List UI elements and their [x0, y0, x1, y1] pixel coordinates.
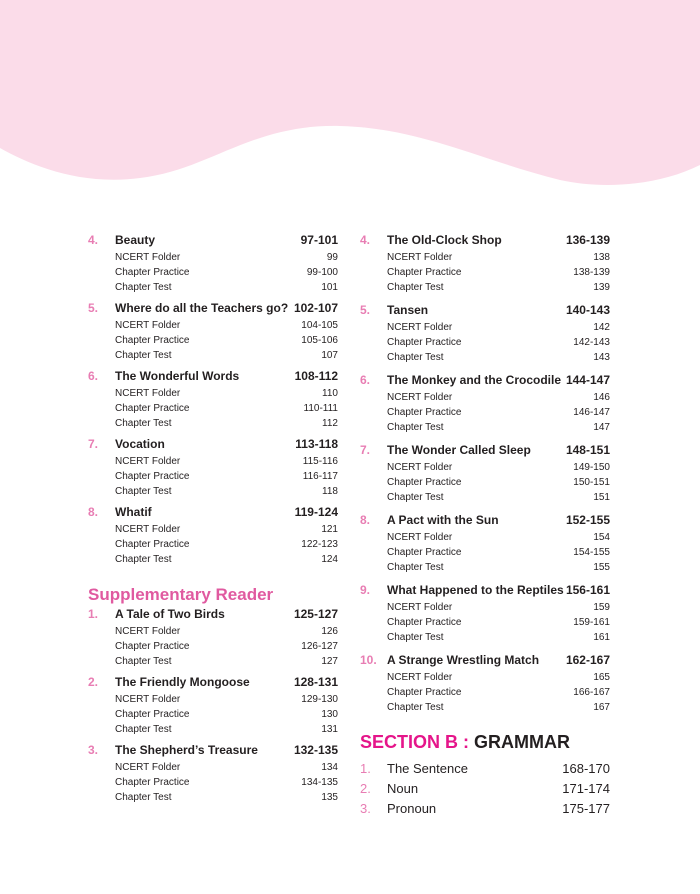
chapter-title: The Wonderful Words	[115, 369, 240, 383]
chapter-heading	[88, 607, 338, 624]
chapter-entry	[360, 513, 610, 575]
sub-item-label: Chapter Test	[115, 554, 172, 565]
chapter-pages: 152-155	[565, 513, 610, 527]
chapter-pages: 102-107	[293, 301, 338, 315]
chapter-entry	[360, 443, 610, 505]
sub-item-label: Chapter Test	[387, 562, 444, 573]
chapter-heading	[88, 437, 338, 454]
chapter-sub-item	[88, 348, 338, 363]
chapter-sub-item	[88, 454, 338, 469]
sub-item-pages: 105-106	[301, 335, 338, 346]
chapter-title: The Old-Clock Shop	[387, 233, 502, 247]
chapter-sub-item	[88, 552, 338, 567]
chapter-heading	[88, 233, 338, 250]
chapter-title: A Tale of Two Birds	[115, 607, 225, 621]
chapter-number: 9.	[360, 583, 371, 597]
sub-item-label: Chapter Practice	[387, 337, 462, 348]
chapter-heading	[360, 233, 610, 250]
chapter-entry	[360, 303, 610, 365]
supplementary-heading: Supplementary Reader	[88, 585, 274, 604]
sub-item-label: Chapter Test	[115, 724, 172, 735]
chapter-pages: 128-131	[293, 675, 338, 689]
sub-item-pages: 130	[321, 709, 338, 720]
chapter-heading	[360, 583, 610, 600]
chapter-title: The Shepherd’s Treasure	[115, 743, 258, 757]
chapter-number: 7.	[360, 443, 371, 457]
right-column	[360, 233, 610, 818]
chapter-sub-item	[360, 685, 610, 700]
sub-item-pages: 110	[322, 388, 338, 399]
chapter-number: 4.	[88, 233, 99, 247]
chapter-pages: 156-161	[565, 583, 610, 597]
sub-item-pages: 159	[593, 602, 610, 613]
supplementary-chapter-list	[88, 607, 338, 805]
chapter-sub-item	[360, 615, 610, 630]
chapter-number: 5.	[360, 303, 371, 317]
chapter-entry	[88, 369, 338, 431]
sub-item-pages: 150-151	[573, 477, 610, 488]
sub-item-pages: 142	[593, 322, 610, 333]
sub-item-label: Chapter Test	[387, 632, 444, 643]
chapter-number: 4.	[360, 233, 371, 247]
chapter-sub-item	[88, 522, 338, 537]
chapter-sub-item	[360, 475, 610, 490]
chapter-number: 1.	[88, 607, 99, 621]
sub-item-label: NCERT Folder	[115, 320, 181, 331]
chapter-sub-item	[88, 639, 338, 654]
chapter-sub-item	[360, 460, 610, 475]
chapter-sub-item	[360, 670, 610, 685]
sub-item-label: Chapter Practice	[115, 709, 190, 720]
sub-item-label: Chapter Practice	[115, 539, 190, 550]
sub-item-label: Chapter Test	[387, 352, 444, 363]
chapter-heading	[88, 505, 338, 522]
sub-item-label: NCERT Folder	[387, 322, 453, 333]
chapter-title: Whatif	[115, 505, 152, 519]
sub-item-pages: 165	[593, 672, 610, 683]
sub-item-label: NCERT Folder	[115, 388, 181, 399]
sub-item-label: Chapter Practice	[387, 687, 462, 698]
sub-item-pages: 143	[593, 352, 610, 363]
chapter-heading	[360, 373, 610, 390]
chapter-entry	[360, 373, 610, 435]
chapter-sub-item	[88, 333, 338, 348]
section-b-label: SECTION B :	[360, 732, 475, 752]
sub-item-pages: 155	[593, 562, 610, 573]
sub-item-pages: 142-143	[573, 337, 610, 348]
sub-item-pages: 115-116	[302, 456, 338, 467]
sub-item-label: Chapter Practice	[387, 407, 462, 418]
chapter-title: The Friendly Mongoose	[115, 675, 250, 689]
sub-item-pages: 121	[321, 524, 338, 535]
sub-item-label: Chapter Test	[115, 486, 172, 497]
chapter-pages: 140-143	[565, 303, 610, 317]
chapter-sub-item	[88, 654, 338, 669]
chapter-number: 8.	[88, 505, 99, 519]
sub-item-pages: 126-127	[301, 641, 338, 652]
chapter-sub-item	[88, 707, 338, 722]
sub-item-pages: 129-130	[301, 694, 338, 705]
sub-item-label: NCERT Folder	[387, 462, 453, 473]
sub-item-label: Chapter Test	[387, 422, 444, 433]
sub-item-pages: 167	[593, 702, 610, 713]
sub-item-pages: 139	[593, 282, 610, 293]
chapter-sub-item	[360, 390, 610, 405]
supplementary-block	[88, 585, 338, 805]
sub-item-label: NCERT Folder	[387, 532, 453, 543]
sub-item-label: Chapter Practice	[387, 617, 462, 628]
chapter-sub-item	[88, 624, 338, 639]
sub-item-label: Chapter Practice	[387, 267, 462, 278]
sub-item-pages: 159-161	[573, 617, 610, 628]
chapter-sub-item	[88, 250, 338, 265]
sub-item-label: NCERT Folder	[387, 392, 453, 403]
chapter-title: What Happened to the Reptiles	[387, 583, 564, 597]
chapter-title: Where do all the Teachers go?	[115, 301, 289, 315]
sub-item-pages: 151	[593, 492, 610, 503]
sub-item-pages: 135	[321, 792, 338, 803]
sub-item-pages: 147	[593, 422, 610, 433]
sub-item-label: Chapter Test	[387, 282, 444, 293]
sub-item-pages: 110-111	[303, 403, 338, 414]
sub-item-pages: 112	[322, 418, 338, 429]
chapter-sub-item	[88, 692, 338, 707]
grammar-item	[360, 778, 610, 798]
sub-item-pages: 124	[321, 554, 338, 565]
chapter-pages: 125-127	[293, 607, 338, 621]
left-column	[88, 233, 338, 805]
chapter-title: A Strange Wrestling Match	[387, 653, 540, 667]
sub-item-pages: 122-123	[301, 539, 338, 550]
sub-item-label: NCERT Folder	[115, 694, 181, 705]
chapter-number: 10.	[360, 653, 377, 667]
chapter-heading	[88, 369, 338, 386]
sub-item-label: Chapter Test	[387, 492, 444, 503]
chapter-heading	[360, 653, 610, 670]
chapter-number: 5.	[88, 301, 99, 315]
sub-item-pages: 134-135	[301, 777, 338, 788]
chapter-sub-item	[360, 420, 610, 435]
sub-item-label: Chapter Test	[115, 282, 172, 293]
sub-item-label: Chapter Test	[115, 350, 172, 361]
chapter-entry	[360, 653, 610, 715]
chapter-pages: 97-101	[300, 233, 338, 247]
grammar-item	[360, 798, 610, 818]
chapter-title: The Monkey and the Crocodile	[387, 373, 562, 387]
grammar-item-number: 1.	[360, 760, 371, 776]
sub-item-label: NCERT Folder	[115, 626, 181, 637]
chapter-heading	[88, 743, 338, 760]
sub-item-label: NCERT Folder	[115, 524, 181, 535]
chapter-pages: 108-112	[294, 369, 338, 383]
chapter-entry	[88, 743, 338, 805]
sub-item-pages: 138	[593, 252, 610, 263]
chapter-sub-item	[360, 530, 610, 545]
chapter-sub-item	[88, 416, 338, 431]
chapter-sub-item	[88, 386, 338, 401]
chapter-entry	[88, 301, 338, 363]
sub-item-label: Chapter Practice	[115, 641, 190, 652]
sub-item-pages: 149-150	[573, 462, 610, 473]
chapter-number: 2.	[88, 675, 99, 689]
sub-item-pages: 154	[593, 532, 610, 543]
chapter-pages: 148-151	[565, 443, 610, 457]
chapter-heading	[360, 443, 610, 460]
grammar-item	[360, 758, 610, 778]
chapter-entry	[88, 233, 338, 295]
grammar-item-title: Pronoun	[387, 800, 437, 816]
sub-item-pages: 104-105	[301, 320, 338, 331]
chapter-title: A Pact with the Sun	[387, 513, 499, 527]
sub-item-pages: 126	[321, 626, 338, 637]
chapter-sub-item	[360, 405, 610, 420]
sub-item-pages: 146	[593, 392, 610, 403]
chapter-number: 8.	[360, 513, 371, 527]
sub-item-label: Chapter Practice	[387, 547, 462, 558]
chapter-sub-item	[360, 700, 610, 715]
sub-item-pages: 138-139	[573, 267, 610, 278]
sub-item-label: NCERT Folder	[115, 762, 181, 773]
chapter-sub-item	[360, 600, 610, 615]
chapter-pages: 132-135	[293, 743, 338, 757]
chapter-entry	[360, 233, 610, 295]
chapter-pages: 144-147	[565, 373, 610, 387]
sub-item-label: Chapter Practice	[115, 403, 190, 414]
chapter-sub-item	[88, 722, 338, 737]
grammar-item-title: Noun	[387, 780, 419, 796]
left-chapter-list	[88, 233, 338, 567]
grammar-item-pages: 171-174	[562, 780, 610, 796]
grammar-item-pages: 175-177	[562, 800, 610, 816]
chapter-heading	[360, 513, 610, 530]
chapter-sub-item	[360, 250, 610, 265]
chapter-sub-item	[360, 490, 610, 505]
chapter-number: 3.	[88, 743, 99, 757]
sub-item-label: Chapter Test	[115, 418, 172, 429]
chapter-pages: 136-139	[565, 233, 610, 247]
chapter-title: Tansen	[387, 303, 429, 317]
chapter-sub-item	[88, 318, 338, 333]
grammar-item-title: The Sentence	[387, 760, 468, 776]
sub-item-label: Chapter Practice	[387, 477, 462, 488]
chapter-sub-item	[88, 760, 338, 775]
sub-item-label: Chapter Practice	[115, 267, 190, 278]
sub-item-pages: 107	[321, 350, 338, 361]
sub-item-pages: 118	[322, 486, 338, 497]
sub-item-pages: 166-167	[573, 687, 610, 698]
sub-item-label: NCERT Folder	[387, 602, 453, 613]
chapter-entry	[360, 583, 610, 645]
sub-item-label: NCERT Folder	[115, 456, 181, 467]
sub-item-pages: 99	[326, 252, 338, 263]
chapter-number: 6.	[360, 373, 371, 387]
header-wave	[0, 0, 700, 200]
chapter-sub-item	[88, 469, 338, 484]
sub-item-pages: 131	[321, 724, 338, 735]
sub-item-label: Chapter Practice	[115, 471, 190, 482]
sub-item-pages: 134	[321, 762, 338, 773]
sub-item-pages: 127	[321, 656, 338, 667]
grammar-label: GRAMMAR	[474, 732, 571, 752]
grammar-item-pages: 168-170	[562, 760, 610, 776]
grammar-block	[360, 732, 610, 818]
chapter-sub-item	[360, 545, 610, 560]
chapter-entry	[88, 505, 338, 567]
sub-item-label: NCERT Folder	[115, 252, 181, 263]
sub-item-pages: 101	[321, 282, 338, 293]
grammar-item-list	[360, 758, 610, 818]
chapter-entry	[88, 437, 338, 499]
sub-item-label: Chapter Practice	[115, 335, 190, 346]
chapter-sub-item	[360, 350, 610, 365]
chapter-sub-item	[360, 630, 610, 645]
chapter-entry	[88, 607, 338, 669]
chapter-pages: 113-118	[295, 437, 338, 451]
chapter-number: 6.	[88, 369, 99, 383]
chapter-sub-item	[88, 775, 338, 790]
sub-item-pages: 146-147	[573, 407, 610, 418]
right-chapter-list	[360, 233, 610, 715]
chapter-sub-item	[88, 537, 338, 552]
sub-item-label: Chapter Test	[115, 792, 172, 803]
sub-item-label: Chapter Test	[387, 702, 444, 713]
chapter-sub-item	[88, 484, 338, 499]
sub-item-pages: 99-100	[306, 267, 338, 278]
sub-item-pages: 154-155	[573, 547, 610, 558]
chapter-sub-item	[360, 280, 610, 295]
chapter-title: Beauty	[115, 233, 156, 247]
chapter-title: Vocation	[115, 437, 165, 451]
chapter-sub-item	[88, 401, 338, 416]
chapter-pages: 119-124	[294, 505, 338, 519]
chapter-heading	[88, 301, 338, 318]
sub-item-pages: 116-117	[302, 471, 338, 482]
grammar-item-number: 3.	[360, 800, 371, 816]
chapter-heading	[88, 675, 338, 692]
chapter-heading	[360, 303, 610, 320]
chapter-sub-item	[360, 265, 610, 280]
sub-item-label: NCERT Folder	[387, 252, 453, 263]
sub-item-label: NCERT Folder	[387, 672, 453, 683]
chapter-title: The Wonder Called Sleep	[387, 443, 531, 457]
chapter-sub-item	[360, 560, 610, 575]
chapter-sub-item	[88, 790, 338, 805]
grammar-item-number: 2.	[360, 780, 371, 796]
chapter-sub-item	[88, 280, 338, 295]
chapter-sub-item	[88, 265, 338, 280]
sub-item-label: Chapter Test	[115, 656, 172, 667]
grammar-section-heading	[360, 732, 610, 756]
sub-item-pages: 161	[593, 632, 610, 643]
chapter-sub-item	[360, 320, 610, 335]
chapter-entry	[88, 675, 338, 737]
chapter-sub-item	[360, 335, 610, 350]
chapter-number: 7.	[88, 437, 99, 451]
sub-item-label: Chapter Practice	[115, 777, 190, 788]
chapter-pages: 162-167	[565, 653, 610, 667]
